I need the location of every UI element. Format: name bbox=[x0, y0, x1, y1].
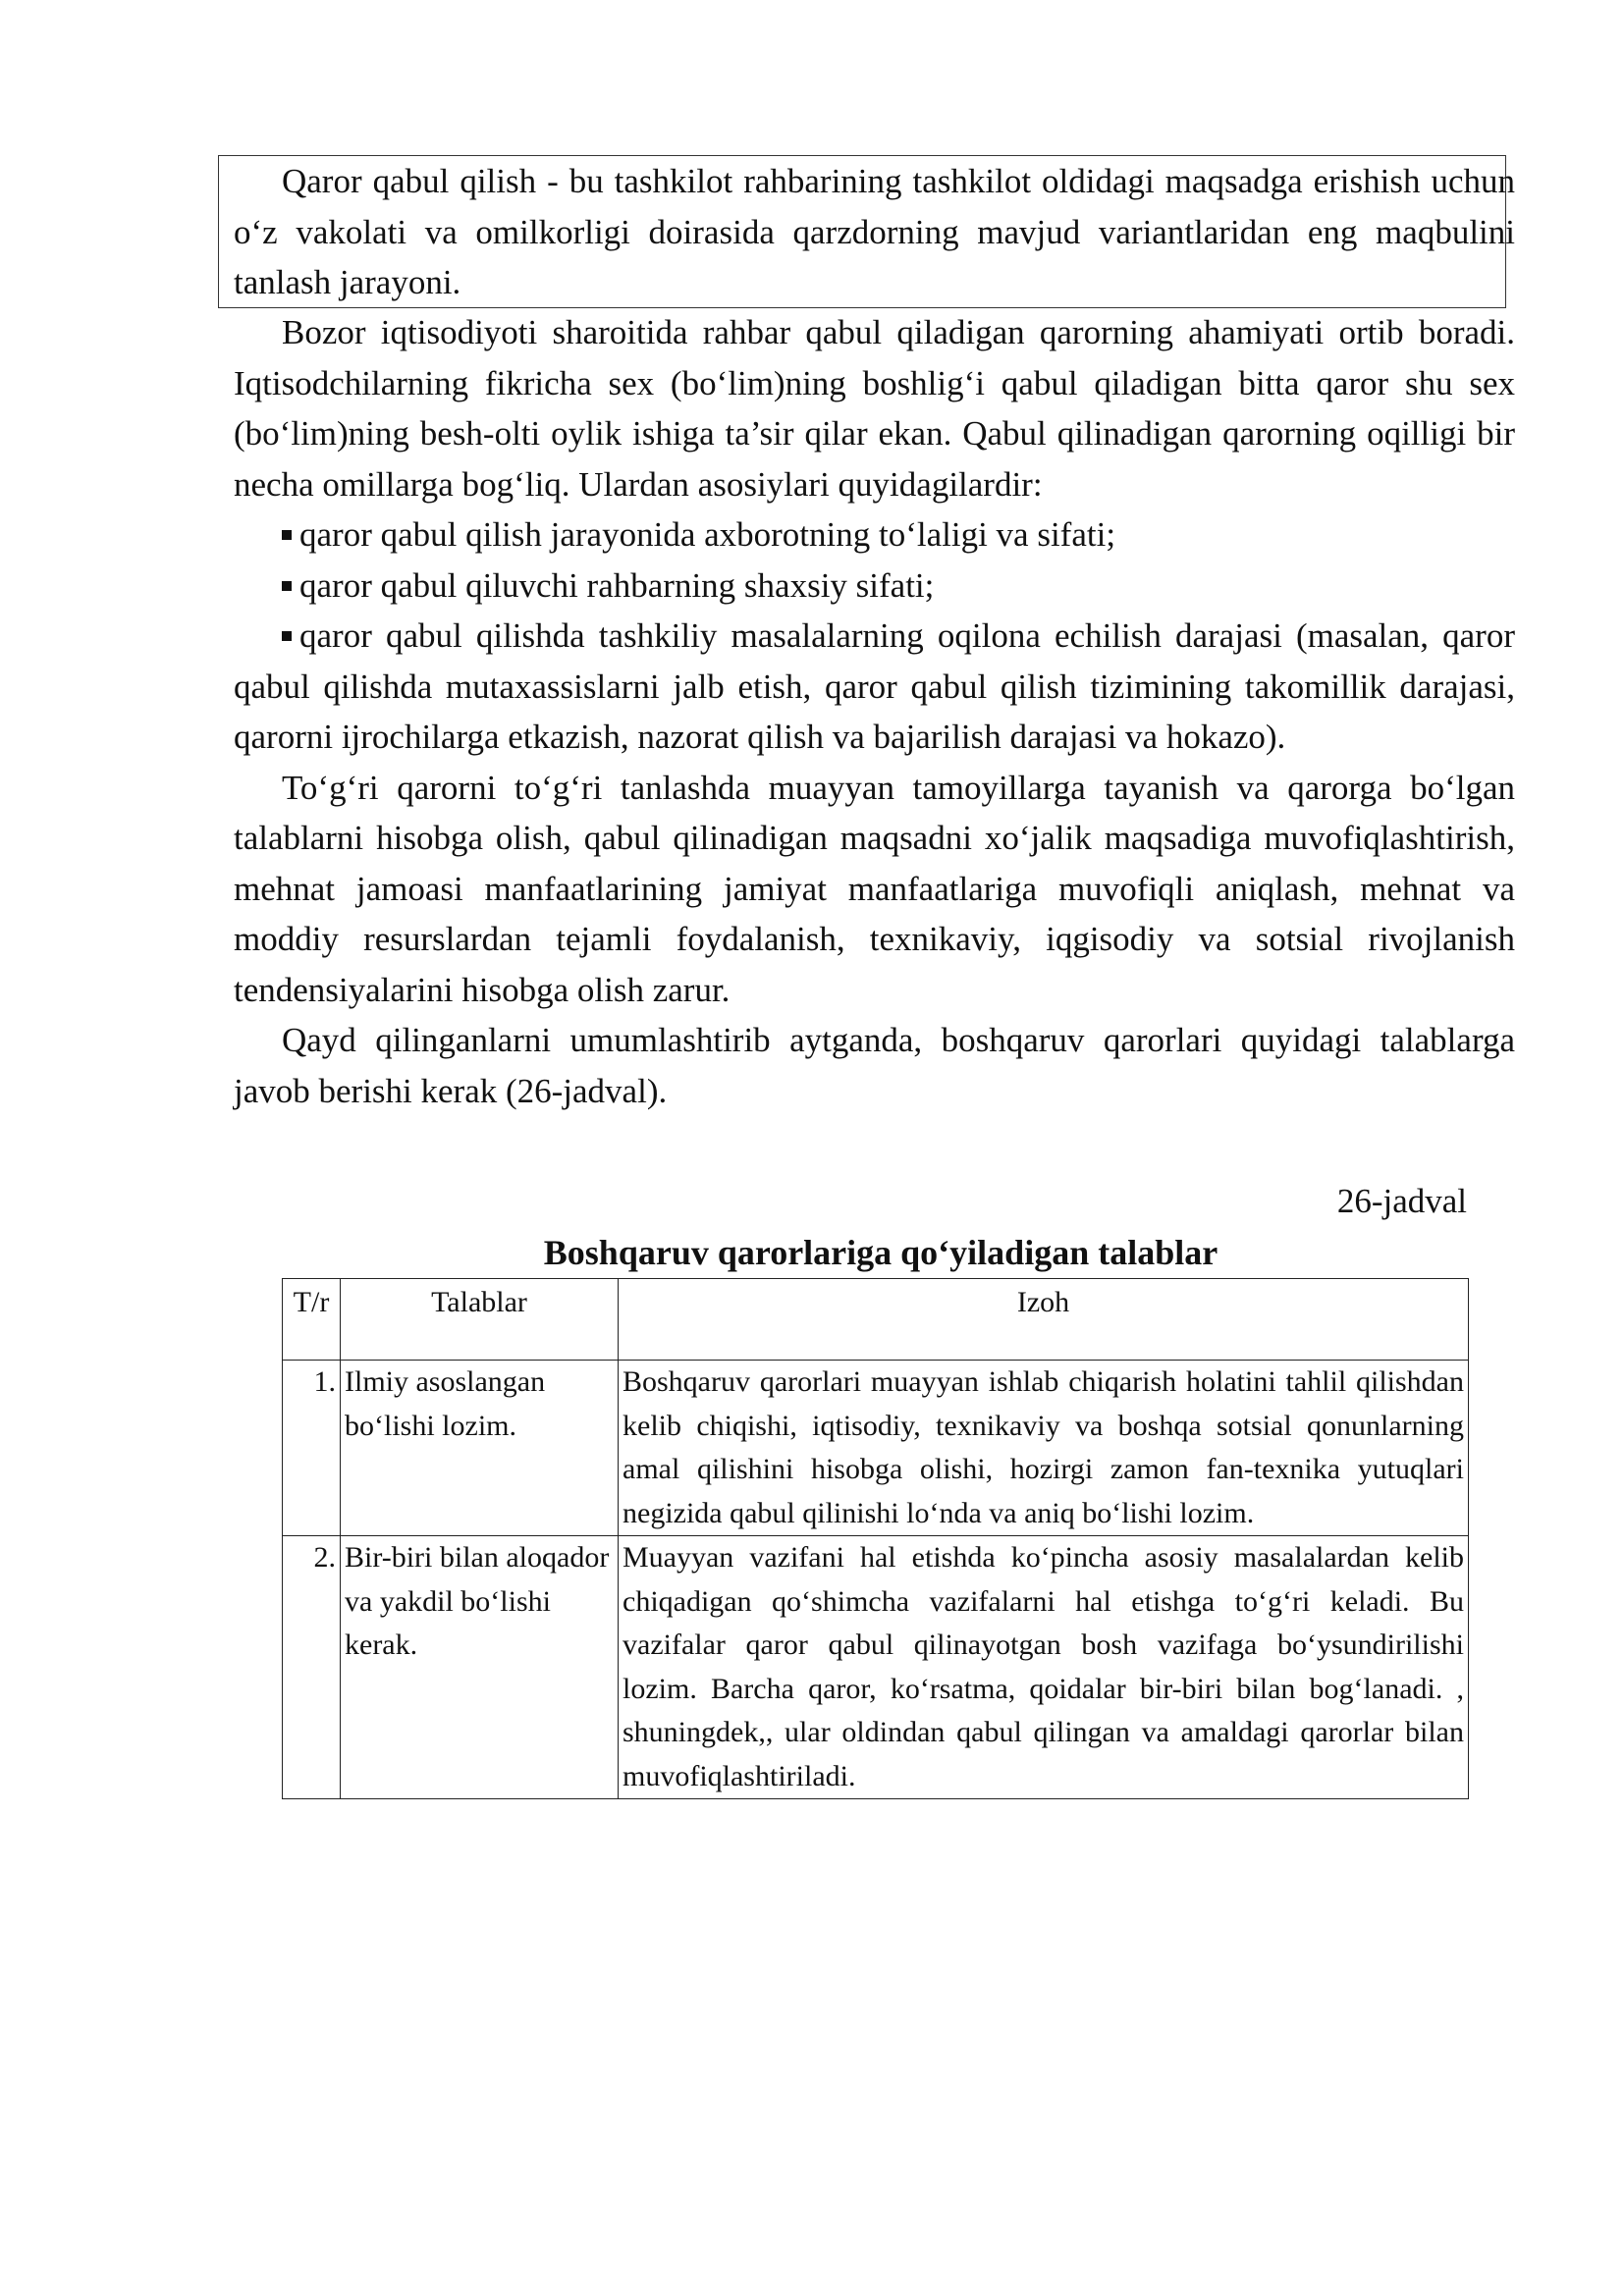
paragraph-1: Bozor iqtisodiyoti sharoitida rahbar qabul qiladigan qarorning ahamiyati ortib boradi. Iqtisodchilarning fikricha sex (bo‘lim)ning boshlig‘i qabul qiladigan bitta qaror shu sex (bo‘lim)ning besh-olti oylik ishiga ta’sir qilar ekan. Qabul qilinadigan qarorning oqilligi bir necha omillarga bog‘liq. Ulardan asosiylari quyidagilardir: bbox=[234, 313, 1515, 504]
row-requirement: Ilmiy asoslangan bo‘lishi lozim. bbox=[341, 1361, 619, 1536]
header-requirements: Talablar bbox=[341, 1279, 619, 1361]
bullet-item-3: qaror qabul qilishda tashkiliy masalalarning oqilona echilish darajasi (masalan, qaror qabul qilishda mutaxassislarni jalb etish, qaror qabul qilish tizimining takomillik darajasi, qarorni ijrochilarga etkazish, nazorat qilish va bajarilish darajasi va hokazo). bbox=[234, 616, 1515, 756]
square-bullet-icon bbox=[282, 530, 292, 540]
header-number: T/r bbox=[283, 1279, 341, 1361]
square-bullet-icon bbox=[282, 631, 292, 641]
table-row bbox=[283, 1361, 1469, 1536]
row-number: 2. bbox=[283, 1536, 341, 1799]
row-note: Boshqaruv qarorlari muayyan ishlab chiqarish holatini tahlil qilishdan kelib chiqishi, iqtisodiy, texnikaviy va boshqa sotsial qonunlarning amal qilishini hisobga olishi, hozirgi zamon fan-texnika yutuqlari negizida qabul qilinishi lo‘nda va aniq bo‘lishi lozim. bbox=[619, 1361, 1469, 1536]
header-notes: Izoh bbox=[619, 1279, 1469, 1361]
paragraph-3: Qayd qilinganlarni umumlashtirib aytganda, boshqaruv qarorlari quyidagi talablarga javob berishi kerak (26-jadval). bbox=[234, 1021, 1515, 1110]
paragraph-2: To‘g‘ri qarorni to‘g‘ri tanlashda muayyan tamoyillarga tayanish va qarorga bo‘lgan talablarni hisobga olish, qabul qilinadigan maqsadni xo‘jalik maqsadiga muvofiqlashtirish, mehnat jamoasi manfaatlarining jamiyat manfaatlariga muvofiqli aniqlash, mehnat va moddiy resurslardan tejamli foydalanish, texnikaviy, iqgisodiy va sotsial rivojlanish tendensiyalarini hisobga olish zarur. bbox=[234, 768, 1515, 1009]
table-number: 26-jadval bbox=[1336, 1182, 1467, 1220]
definition-text: Qaror qabul qilish - bu tashkilot rahbarining tashkilot oldidagi maqsadga erishish uchun o‘z vakolati va omilkorligi doirasida qarzdorning mavjud variantlaridan eng maqbulini tanlash jarayoni. bbox=[234, 162, 1515, 301]
requirements-table bbox=[282, 1278, 1469, 1799]
square-bullet-icon bbox=[282, 581, 292, 591]
table-header-row bbox=[283, 1279, 1469, 1361]
bullet-item-1: qaror qabul qilish jarayonida axborotning to‘laligi va sifati; bbox=[234, 509, 1515, 561]
row-note: Muayyan vazifani hal etishda ko‘pincha asosiy masalalardan kelib chiqadigan qo‘shimcha vazifalarni hal etishga to‘g‘ri keladi. Bu vazifalar qaror qabul qilinayotgan bosh vazifaga bo‘ysundirilishi lozim. Barcha qaror, ko‘rsatma, qoidalar bir-biri bilan bog‘lanadi. , shuningdek,, ular oldindan qabul qilingan va amaldagi qarorlar bilan muvofiqlashtiriladi. bbox=[619, 1536, 1469, 1799]
row-requirement: Bir-biri bilan aloqador va yakdil bo‘lishi kerak. bbox=[341, 1536, 619, 1799]
table-title: Boshqaruv qarorlariga qo‘yiladigan talablar bbox=[543, 1233, 1218, 1272]
table-row bbox=[283, 1536, 1469, 1799]
row-number: 1. bbox=[283, 1361, 341, 1536]
bullet-item-2: qaror qabul qiluvchi rahbarning shaxsiy sifati; bbox=[234, 561, 1515, 612]
body-text bbox=[234, 307, 1515, 1116]
